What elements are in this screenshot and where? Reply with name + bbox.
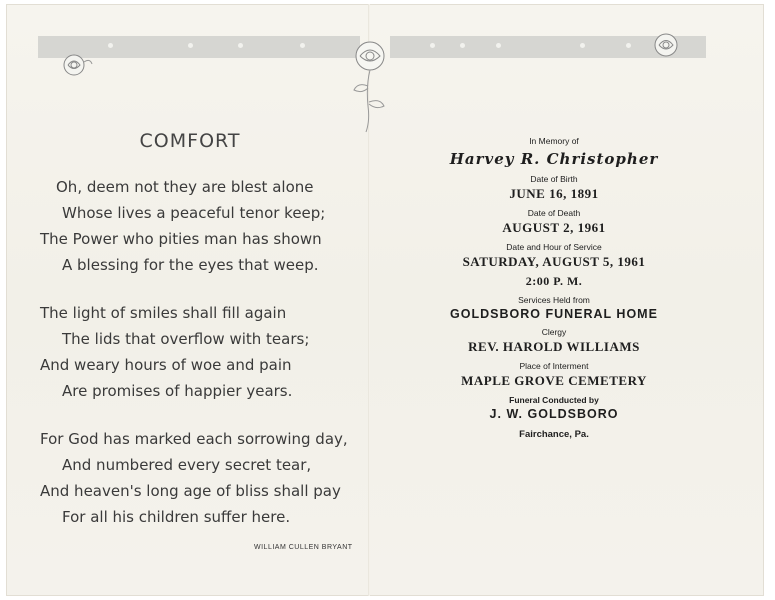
poem-line: For God has marked each sorrowing day, — [40, 430, 348, 448]
location: Fairchance, Pa. — [519, 429, 589, 440]
memorial-details — [404, 130, 704, 442]
stanza-1 — [40, 174, 358, 278]
poem-author: WILLIAM CULLEN BRYANT — [254, 544, 353, 551]
interment-place: MAPLE GROVE CEMETERY — [461, 373, 647, 388]
stanza-3 — [40, 426, 358, 530]
poem-line: A blessing for the eyes that weep. — [62, 256, 319, 274]
conducted-label: Funeral Conducted by — [509, 395, 599, 405]
interment-label: Place of Interment — [519, 361, 589, 371]
rose-icon — [58, 50, 94, 80]
poem-title: COMFORT — [139, 130, 241, 152]
poem-line: The lids that overflow with tears; — [62, 330, 310, 348]
conducted-by: J. W. GOLDSBORO — [489, 407, 619, 421]
death-label: Date of Death — [527, 208, 581, 218]
poem — [40, 130, 358, 552]
service-date: SATURDAY, AUGUST 5, 1961 — [462, 254, 646, 269]
deceased-name: Harvey R. Christopher — [449, 150, 659, 168]
birth-date: JUNE 16, 1891 — [509, 186, 599, 201]
poem-line: And heaven's long age of bliss shall pay — [40, 482, 341, 500]
stanza-2 — [40, 300, 358, 404]
service-label: Date and Hour of Service — [506, 242, 602, 252]
funeral-home: GOLDSBORO FUNERAL HOME — [450, 307, 658, 321]
poem-line: The light of smiles shall fill again — [40, 304, 287, 322]
poem-line: For all his children suffer here. — [62, 508, 291, 526]
rose-icon — [646, 30, 686, 62]
in-memory-label: In Memory of — [529, 136, 579, 146]
service-time: 2:00 P. M. — [525, 274, 583, 288]
poem-line: The Power who pities man has shown — [40, 230, 322, 248]
poem-line: Are promises of happier years. — [62, 382, 293, 400]
death-date: AUGUST 2, 1961 — [502, 220, 606, 235]
clergy-label: Clergy — [541, 327, 567, 337]
birth-label: Date of Birth — [530, 174, 578, 184]
services-held-label: Services Held from — [518, 295, 590, 305]
poem-line: Whose lives a peaceful tenor keep; — [62, 204, 326, 222]
poem-line: Oh, deem not they are blest alone — [56, 178, 314, 196]
poem-line: And weary hours of woe and pain — [40, 356, 292, 374]
poem-line: And numbered every secret tear, — [62, 456, 312, 474]
rose-icon — [340, 36, 400, 136]
clergy-name: REV. HAROLD WILLIAMS — [468, 339, 640, 354]
